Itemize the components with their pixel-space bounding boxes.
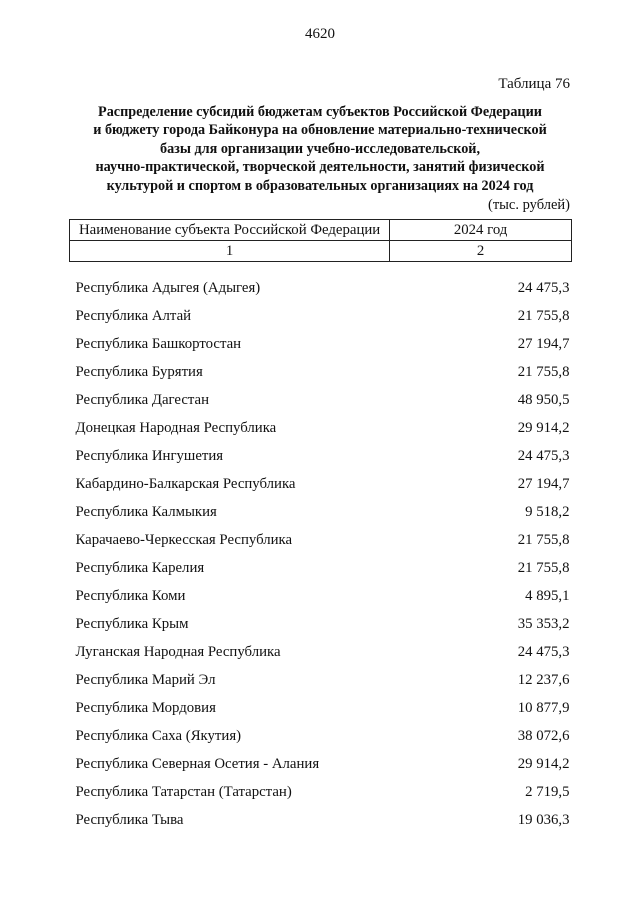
header-row <box>70 220 572 241</box>
table-row <box>70 302 572 330</box>
subsidy-value: 21 755,8 <box>517 559 570 576</box>
table-body <box>70 262 572 835</box>
subject-name: Республика Мордовия <box>75 699 216 716</box>
subject-name: Республика Дагестан <box>75 391 210 408</box>
page-number: 4620 <box>305 26 335 42</box>
subsidy-value: 38 072,6 <box>517 727 570 744</box>
subject-name: Республика Калмыкия <box>75 503 217 520</box>
table-row <box>70 274 572 302</box>
table-row <box>70 582 572 610</box>
table-row <box>70 666 572 694</box>
subject-name: Республика Карелия <box>75 559 205 576</box>
subsidy-value: 2 719,5 <box>525 783 570 800</box>
subsidy-value: 10 877,9 <box>517 699 570 716</box>
table-row <box>70 722 572 750</box>
subsidy-table <box>69 219 572 834</box>
subject-name: Республика Крым <box>75 615 189 632</box>
table-row <box>70 414 572 442</box>
subsidy-value: 21 755,8 <box>517 307 570 324</box>
table-row <box>70 358 572 386</box>
table-row <box>70 694 572 722</box>
subsidy-value: 29 914,2 <box>517 755 570 772</box>
subject-name: Республика Тыва <box>75 811 184 828</box>
table-row <box>70 330 572 358</box>
subject-name: Луганская Народная Республика <box>75 643 281 660</box>
subsidy-value: 24 475,3 <box>517 643 570 660</box>
title-line: научно-практической, творческой деятельности, занятий физической <box>95 159 545 176</box>
subject-name: Республика Башкортостан <box>75 335 242 352</box>
subsidy-value: 35 353,2 <box>517 615 570 632</box>
subsidy-value: 24 475,3 <box>517 447 570 464</box>
title-line: базы для организации учебно-исследовательской, <box>159 140 481 157</box>
subject-name: Карачаево-Черкесская Республика <box>75 531 293 548</box>
subsidy-value: 12 237,6 <box>517 671 570 688</box>
subsidy-value: 21 755,8 <box>517 363 570 380</box>
subsidy-value: 29 914,2 <box>517 419 570 436</box>
subject-name: Республика Бурятия <box>75 363 203 380</box>
table-row <box>70 554 572 582</box>
table-row <box>70 750 572 778</box>
subject-name: Республика Коми <box>75 587 186 604</box>
subsidy-value: 24 475,3 <box>517 279 570 296</box>
subject-name: Донецкая Народная Республика <box>75 419 277 436</box>
spacer-row <box>70 262 572 275</box>
subject-name: Республика Алтай <box>75 307 192 324</box>
subsidy-value: 48 950,5 <box>517 391 570 408</box>
table-row <box>70 610 572 638</box>
subject-name: Кабардино-Балкарская Республика <box>75 475 296 492</box>
table-title <box>60 103 580 195</box>
subsidy-value: 27 194,7 <box>517 475 570 492</box>
title-line: и бюджету города Байконура на обновление материально-технической <box>93 122 547 139</box>
table-row <box>70 526 572 554</box>
table-row <box>70 806 572 834</box>
units-label: (тыс. рублей) <box>488 197 570 213</box>
column-number-2: 2 <box>390 241 572 262</box>
subject-name: Республика Марий Эл <box>75 671 216 688</box>
title-line: Распределение субсидий бюджетам субъектов Российской Федерации <box>98 104 542 120</box>
subject-name: Республика Саха (Якутия) <box>75 727 242 744</box>
subsidy-value: 27 194,7 <box>517 335 570 352</box>
table-label: Таблица 76 <box>498 76 570 92</box>
subject-name: Республика Татарстан (Татарстан) <box>75 783 292 800</box>
header-year: 2024 год <box>390 220 572 241</box>
subsidy-value: 19 036,3 <box>517 811 570 828</box>
table-row <box>70 470 572 498</box>
subject-name: Республика Адыгея (Адыгея) <box>75 279 261 296</box>
subject-name: Республика Северная Осетия - Алания <box>75 755 320 772</box>
table-row <box>70 778 572 806</box>
subject-name: Республика Ингушетия <box>75 447 224 464</box>
title-line: культурой и спортом в образовательных организациях на 2024 год <box>106 177 534 194</box>
column-number-1: 1 <box>70 241 390 262</box>
subsidy-value: 21 755,8 <box>517 531 570 548</box>
table-row <box>70 442 572 470</box>
subsidy-value: 4 895,1 <box>525 587 570 604</box>
header-subject-name: Наименование субъекта Российской Федерации <box>70 220 390 241</box>
column-number-row <box>70 241 572 262</box>
table-row <box>70 638 572 666</box>
table-row <box>70 386 572 414</box>
subsidy-value: 9 518,2 <box>525 503 570 520</box>
table-row <box>70 498 572 526</box>
